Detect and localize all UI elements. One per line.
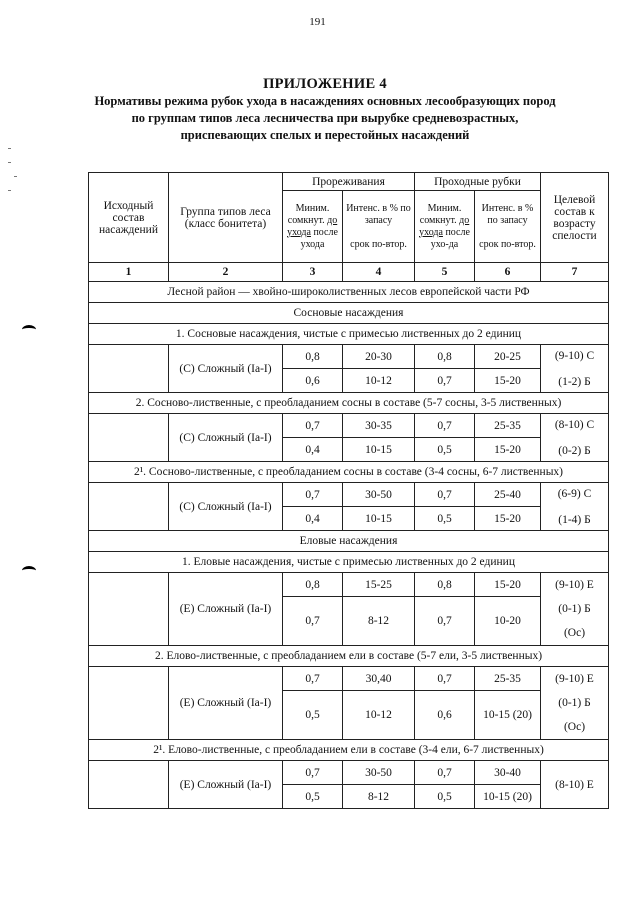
margin-tick (8, 148, 11, 149)
group-title: 1. Сосновые насаждения, чистые с примесью лиственных до 2 единиц (89, 324, 609, 345)
header-intensity-passage: Интенс. в % по запасу срок по-втор. (475, 191, 541, 263)
forest-type-cell: (С) Сложный (Iа-I) (169, 483, 283, 531)
target-composition-cell: (8-10) С (0-2) Б (541, 414, 609, 462)
table-row: (Е) Сложный (Iа-I) 0,7 30-50 0,7 30-40 (8-10) Е (89, 761, 609, 785)
table-row: (Е) Сложный (Iа-I) 0,7 30,40 0,7 25-35 (9-10) Е (0-1) Б (Ос) (89, 667, 609, 691)
table-row: 0,4 10-15 0,5 15-20 (89, 507, 609, 531)
margin-tick (14, 176, 17, 177)
margin-mark (22, 325, 36, 334)
margin-tick (8, 190, 11, 191)
target-composition-cell: (8-10) Е (541, 761, 609, 809)
group-title: 2¹. Сосново-лиственные, с преобладанием сосны в составе (3-4 сосны, 6-7 лиственных) (89, 462, 609, 483)
group-title: 1. Еловые насаждения, чистые с примесью лиственных до 2 единиц (89, 552, 609, 573)
section-title-spruce: Еловые насаждения (89, 531, 609, 552)
page-number: 191 (309, 16, 326, 28)
header-min-closure-thinning: Миним. сомкнут. до ухода после ухода (283, 191, 343, 263)
empty-cell (89, 667, 169, 740)
group-title: 2. Елово-лиственные, с преобладанием ели в составе (5-7 ели, 3-5 лиственных) (89, 646, 609, 667)
forest-type-cell: (Е) Сложный (Iа-I) (169, 573, 283, 646)
forest-type-cell: (Е) Сложный (Iа-I) (169, 667, 283, 740)
margin-mark (22, 566, 36, 575)
empty-cell (89, 345, 169, 393)
table-row: 0,5 10-12 0,6 10-15 (20) (89, 691, 609, 740)
column-number-row: 1 2 3 4 5 6 7 (89, 263, 609, 282)
target-composition-cell: (9-10) Е (0-1) Б (Ос) (541, 667, 609, 740)
table-row: (С) Сложный (Iа-I) 0,7 30-50 0,7 25-40 (6-9) С (1-4) Б (89, 483, 609, 507)
forest-type-cell: (Е) Сложный (Iа-I) (169, 761, 283, 809)
table-row: 0,4 10-15 0,5 15-20 (89, 438, 609, 462)
target-composition-cell: (9-10) С (1-2) Б (541, 345, 609, 393)
header-forest-type-group: Группа типов леса (класс бонитета) (169, 173, 283, 263)
table-row: (С) Сложный (Iа-I) 0,8 20-30 0,8 20-25 (9-10) С (1-2) Б (89, 345, 609, 369)
title-line-3: приспевающих спелых и перестойных насаждений (180, 128, 470, 142)
section-title-pine: Сосновые насаждения (89, 303, 609, 324)
table-row: 0,7 8-12 0,7 10-20 (89, 597, 609, 646)
header-target-composition: Целевой состав к возрасту спелости (541, 173, 609, 263)
target-composition-cell: (9-10) Е (0-1) Б (Ос) (541, 573, 609, 646)
empty-cell (89, 573, 169, 646)
forest-type-cell: (С) Сложный (Iа-I) (169, 414, 283, 462)
header-min-closure-passage: Миним. сомкнут. до ухода после ухо-да (415, 191, 475, 263)
target-composition-cell: (6-9) С (1-4) Б (541, 483, 609, 531)
header-initial-composition: Исходный состав насаждений (89, 173, 169, 263)
header-thinning: Прореживания (283, 173, 415, 191)
table-row: (Е) Сложный (Iа-I) 0,8 15-25 0,8 15-20 (9-10) Е (0-1) Б (Ос) (89, 573, 609, 597)
empty-cell (89, 761, 169, 809)
margin-tick (8, 162, 11, 163)
group-title: 2¹. Елово-лиственные, с преобладанием ели в составе (3-4 ели, 6-7 лиственных) (89, 740, 609, 761)
group-title: 2. Сосново-лиственные, с преобладанием сосны в составе (5-7 сосны, 3-5 лиственных) (89, 393, 609, 414)
table-row: 0,5 8-12 0,5 10-15 (20) (89, 785, 609, 809)
header-intensity-thinning: Интенс. в % по запасу срок по-втор. (343, 191, 415, 263)
header-passage-cutting: Проходные рубки (415, 173, 541, 191)
norms-table (88, 172, 609, 809)
document-title (60, 76, 590, 144)
forest-type-cell: (С) Сложный (Iа-I) (169, 345, 283, 393)
region-title: Лесной район — хвойно-широколиственных лесов европейской части РФ (89, 282, 609, 303)
table-row: (С) Сложный (Iа-I) 0,7 30-35 0,7 25-35 (8-10) С (0-2) Б (89, 414, 609, 438)
title-line-1: Нормативы режима рубок ухода в насаждениях основных лесообразующих пород (94, 94, 556, 108)
empty-cell (89, 483, 169, 531)
empty-cell (89, 414, 169, 462)
appendix-heading: ПРИЛОЖЕНИЕ 4 (263, 76, 387, 92)
title-line-2: по группам типов леса лесничества при вырубке средневозрастных, (131, 111, 519, 125)
table-row: 0,6 10-12 0,7 15-20 (89, 369, 609, 393)
